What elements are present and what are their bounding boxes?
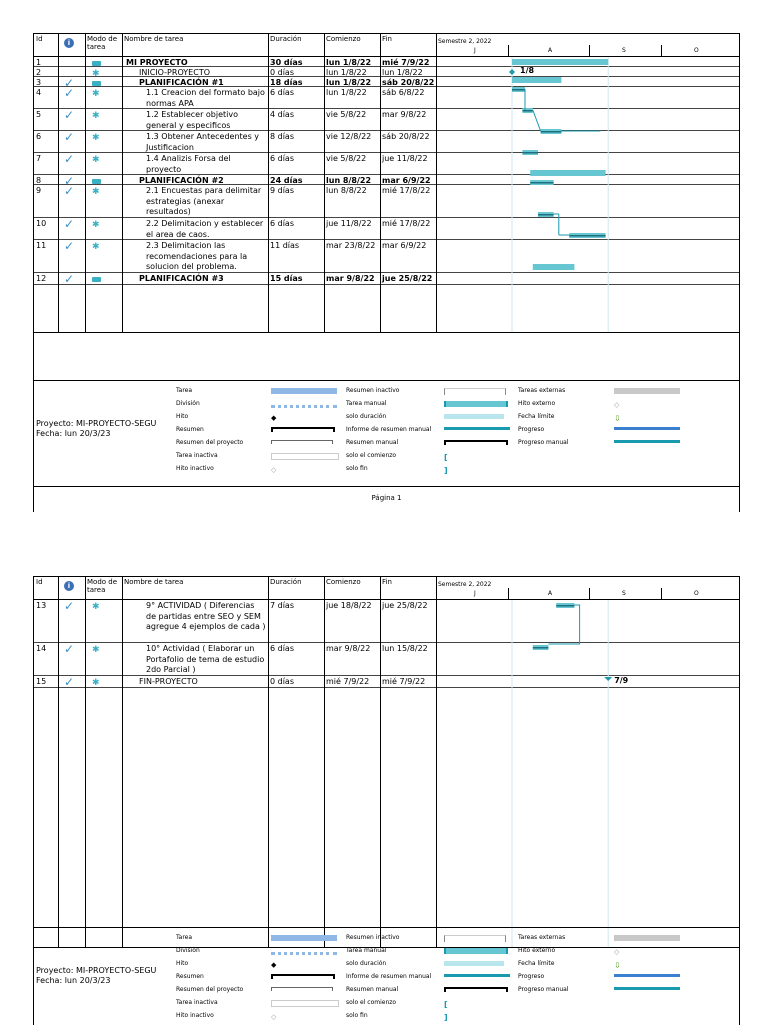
project-date: Fecha: lun 20/3/23	[36, 976, 111, 985]
legend-symbol	[614, 987, 680, 990]
milestone-icon	[604, 677, 612, 681]
task-start: vie 5/8/22	[326, 154, 367, 163]
check-icon: ✓	[64, 174, 75, 188]
legend-label: Tarea	[176, 387, 193, 394]
legend-label: Tareas externas	[518, 387, 566, 394]
task-start: mar 9/8/22	[326, 644, 371, 653]
check-icon: ✓	[64, 108, 75, 122]
task-end: mar 6/9/22	[382, 241, 427, 250]
legend-label: solo el comienzo	[346, 452, 397, 459]
task-id: 15	[36, 677, 47, 686]
milestone-icon	[509, 69, 515, 75]
task-duration: 30 días	[270, 58, 303, 67]
check-icon: ✓	[64, 675, 75, 689]
diamond-icon: ◇	[614, 401, 620, 409]
legend-symbol	[444, 974, 510, 977]
task-start: lun 8/8/22	[326, 186, 367, 195]
summary-bar	[512, 77, 561, 83]
legend-symbol	[271, 388, 337, 394]
legend-symbol	[271, 453, 339, 460]
diamond-icon: ◆	[271, 961, 277, 969]
task-duration: 7 días	[270, 601, 295, 610]
check-icon: ✓	[64, 217, 75, 231]
task-end: mié 17/8/22	[382, 186, 431, 195]
diamond-icon: ◆	[271, 414, 277, 422]
project-info	[36, 419, 156, 439]
legend-label: Resumen	[176, 426, 204, 433]
table-header-2	[34, 577, 739, 600]
legend-symbol	[444, 987, 508, 992]
task-id: 4	[36, 88, 42, 97]
task-name: 2.1 Encuestas para delimitar estrategias (anexar resultados)	[146, 186, 262, 216]
legend-label: Hito externo	[518, 947, 556, 954]
legend-label: solo el comienzo	[346, 999, 397, 1006]
task-id: 5	[36, 110, 42, 119]
task-name: 1.1 Creacion del formato bajo normas APA	[146, 88, 265, 108]
legend-label: Resumen manual	[346, 986, 399, 993]
legend-label: Resumen inactivo	[346, 387, 400, 394]
legend-label: Tareas externas	[518, 934, 566, 941]
legend-symbol	[614, 440, 680, 443]
col-name: Nombre de tarea	[124, 35, 184, 43]
task-name: 9° ACTIVIDAD ( Diferencias de partidas entre SEO y SEM agregue 4 ejemplos de cada )	[146, 601, 266, 631]
col-mode: Modo de tarea	[87, 35, 118, 51]
legend-symbol	[614, 388, 680, 394]
legend-symbol	[444, 401, 508, 407]
project-date: Fecha: lun 20/3/23	[36, 429, 111, 438]
task-end: jue 25/8/22	[382, 274, 433, 283]
task-id: 7	[36, 154, 42, 163]
legend-label: Hito inactivo	[176, 465, 214, 472]
legend-label: solo duración	[346, 960, 387, 967]
info-icon: i	[64, 581, 74, 591]
task-start: mar 9/8/22	[326, 274, 375, 283]
check-icon: ✓	[64, 599, 75, 613]
end-bracket-icon: ]	[444, 1013, 448, 1022]
task-start: lun 1/8/22	[326, 58, 372, 67]
task-duration: 4 días	[270, 110, 295, 119]
legend-symbol	[614, 427, 680, 430]
start-bracket-icon: [	[444, 453, 448, 462]
legend-label: Informe de resumen manual	[346, 973, 432, 980]
legend-symbol	[444, 948, 508, 954]
manual-pin-icon: ✱	[92, 602, 100, 612]
gantt-page-2	[33, 576, 740, 1025]
progress-bar	[541, 131, 562, 133]
legend-label: Resumen del proyecto	[176, 986, 244, 993]
task-end: jue 25/8/22	[382, 601, 428, 610]
legend-symbol	[271, 948, 337, 955]
task-start: lun 1/8/22	[326, 78, 372, 87]
task-duration: 6 días	[270, 644, 295, 653]
legend-label: Informe de resumen manual	[346, 426, 432, 433]
legend-label: Resumen del proyecto	[176, 439, 244, 446]
timescale-top: Semestre 2, 2022	[438, 38, 492, 45]
connector-line	[548, 605, 579, 644]
task-name: FIN-PROYECTO	[139, 677, 198, 686]
task-end: sáb 6/8/22	[382, 88, 425, 97]
legend-symbol	[444, 961, 504, 966]
task-name: 1.3 Obtener Antecedentes y Justificacion	[146, 132, 260, 152]
task-name: 1.4 Analizis Forsa del proyecto	[146, 154, 231, 174]
legend-symbol	[271, 987, 333, 991]
manual-pin-icon: ✱	[92, 220, 100, 230]
month-o: O	[694, 47, 699, 54]
legend-label: División	[176, 947, 200, 954]
check-icon: ✓	[64, 130, 75, 144]
legend-label: solo fin	[346, 465, 368, 472]
legend-label: Tarea inactiva	[176, 999, 218, 1006]
legend-label: Fecha límite	[518, 413, 555, 420]
check-icon: ✓	[64, 642, 75, 656]
task-end: mar 6/9/22	[382, 176, 431, 185]
summary-bar	[533, 264, 575, 270]
task-id: 11	[36, 241, 47, 250]
progress-bar	[569, 235, 605, 237]
task-end: sáb 20/8/22	[382, 78, 435, 87]
task-end: lun 15/8/22	[382, 644, 428, 653]
task-start: jue 11/8/22	[326, 219, 372, 228]
task-end: lun 1/8/22	[382, 68, 423, 77]
month-s: S	[622, 47, 626, 54]
check-icon: ✓	[64, 272, 75, 286]
task-start: mié 7/9/22	[326, 677, 370, 686]
task-name: 10° Actividad ( Elaborar un Portafolio de tema de estudio 2do Parcial )	[146, 644, 265, 674]
col-end: Fin	[382, 35, 392, 43]
legend-label: Hito inactivo	[176, 1012, 214, 1019]
manual-pin-icon: ✱	[92, 678, 100, 688]
progress-bar	[522, 110, 532, 112]
table-header	[34, 34, 739, 57]
month-o: O	[694, 590, 699, 597]
legend-label: Progreso	[518, 426, 545, 433]
task-duration: 6 días	[270, 154, 295, 163]
manual-pin-icon: ✱	[92, 69, 100, 79]
task-name: PLANIFICACIÓN #1	[139, 78, 224, 87]
task-duration: 24 días	[270, 176, 303, 185]
legend-label: Tarea inactiva	[176, 452, 218, 459]
legend-symbol	[271, 401, 337, 408]
summary-bar	[512, 59, 608, 65]
legend-label: Tarea manual	[346, 947, 387, 954]
task-id: 3	[36, 78, 42, 87]
task-end: mié 7/9/22	[382, 58, 430, 67]
month-s: S	[622, 590, 626, 597]
progress-bar	[556, 605, 574, 607]
project-info-2	[36, 966, 156, 986]
summary-bar	[530, 170, 605, 176]
manual-pin-icon: ✱	[92, 89, 100, 99]
task-id: 6	[36, 132, 42, 141]
task-end: jue 11/8/22	[382, 154, 428, 163]
legend-label: División	[176, 400, 200, 407]
task-id: 8	[36, 176, 42, 185]
task-id: 9	[36, 186, 42, 195]
task-start: lun 1/8/22	[326, 68, 367, 77]
task-start: mar 23/8/22	[326, 241, 376, 250]
progress-bar	[538, 214, 554, 216]
auto-schedule-icon	[92, 275, 101, 286]
task-id: 12	[36, 274, 47, 283]
task-name: MI PROYECTO	[126, 58, 188, 67]
legend-symbol	[444, 427, 510, 430]
progress-bar	[522, 152, 538, 154]
manual-pin-icon: ✱	[92, 242, 100, 252]
page-number: Página 1	[371, 494, 402, 502]
legend	[34, 380, 739, 487]
month-a: A	[548, 47, 553, 54]
task-duration: 9 días	[270, 186, 295, 195]
diamond-icon: ◇	[614, 948, 620, 956]
legend-label: solo duración	[346, 413, 387, 420]
col-id: Id	[36, 35, 43, 43]
legend-symbol	[444, 440, 508, 445]
start-bracket-icon: [	[444, 1000, 448, 1009]
manual-pin-icon: ✱	[92, 187, 100, 197]
check-icon: ✓	[64, 239, 75, 253]
project-name: Proyecto: MI-PROYECTO-SEGU	[36, 966, 157, 975]
page-footer	[34, 486, 739, 512]
task-start: jue 18/8/22	[326, 601, 372, 610]
col-mode: Modo de tarea	[87, 578, 118, 594]
legend-label: solo fin	[346, 1012, 368, 1019]
task-duration: 11 días	[270, 241, 300, 250]
legend-label: Progreso manual	[518, 986, 569, 993]
legend-label: Hito	[176, 413, 189, 420]
task-start: vie 5/8/22	[326, 110, 367, 119]
task-name: 1.2 Establecer objetivo general y especificos	[146, 110, 239, 130]
deadline-arrow-icon: ⇩	[614, 414, 621, 423]
task-end: mié 7/9/22	[382, 677, 426, 686]
manual-pin-icon: ✱	[92, 645, 100, 655]
task-id: 14	[36, 644, 47, 653]
task-duration: 6 días	[270, 88, 295, 97]
task-id: 2	[36, 68, 42, 77]
legend-symbol	[271, 974, 335, 979]
task-end: sáb 20/8/22	[382, 132, 430, 141]
task-table	[34, 34, 739, 333]
task-end: mar 9/8/22	[382, 110, 427, 119]
info-icon: i	[64, 38, 74, 48]
task-name: 2.2 Delimitacion y establecer el area de caos.	[146, 219, 264, 239]
task-name: PLANIFICACIÓN #3	[139, 274, 224, 283]
milestone-label: 7/9	[614, 676, 629, 685]
task-duration: 8 días	[270, 132, 295, 141]
legend-symbol	[271, 935, 337, 941]
legend-label: Hito	[176, 960, 189, 967]
task-duration: 6 días	[270, 219, 295, 228]
legend-symbol	[444, 935, 506, 942]
legend-symbol	[271, 427, 335, 432]
col-id: Id	[36, 578, 43, 586]
legend-label: Progreso manual	[518, 439, 569, 446]
legend-label: Progreso	[518, 973, 545, 980]
progress-bar	[512, 89, 525, 91]
progress-bar	[530, 182, 553, 184]
legend-symbol	[444, 414, 504, 419]
legend-symbol	[614, 935, 680, 941]
progress-bar	[533, 647, 549, 649]
task-start: lun 1/8/22	[326, 88, 367, 97]
col-start: Comienzo	[326, 578, 361, 586]
check-icon: ✓	[64, 184, 75, 198]
task-duration: 0 días	[270, 677, 295, 686]
task-table-2	[34, 577, 739, 948]
gantt-chart-2	[437, 600, 739, 947]
task-start: vie 12/8/22	[326, 132, 372, 141]
legend-label: Tarea	[176, 934, 193, 941]
col-start: Comienzo	[326, 35, 361, 43]
legend-symbol	[271, 440, 333, 444]
legend-symbol	[271, 1000, 339, 1007]
legend-label: Hito externo	[518, 400, 556, 407]
legend-label: Fecha límite	[518, 960, 555, 967]
col-duration: Duración	[270, 35, 302, 43]
gantt-page-1	[33, 33, 740, 512]
check-icon: ✓	[64, 76, 75, 90]
gantt-chart	[437, 57, 739, 332]
legend-label: Resumen	[176, 973, 204, 980]
legend-label: Resumen inactivo	[346, 934, 400, 941]
task-id: 10	[36, 219, 47, 228]
check-icon: ✓	[64, 86, 75, 100]
legend-2	[34, 927, 739, 1026]
project-name: Proyecto: MI-PROYECTO-SEGU	[36, 419, 157, 428]
diamond-icon: ◇	[271, 466, 277, 474]
task-id: 1	[36, 58, 42, 67]
task-duration: 0 días	[270, 68, 295, 77]
task-duration: 15 días	[270, 274, 303, 283]
task-start: lun 8/8/22	[326, 176, 372, 185]
manual-pin-icon: ✱	[92, 155, 100, 165]
milestone-label: 1/8	[520, 66, 535, 75]
col-name: Nombre de tarea	[124, 578, 184, 586]
task-name: INICIO-PROYECTO	[139, 68, 211, 77]
task-id: 13	[36, 601, 47, 610]
end-bracket-icon: ]	[444, 466, 448, 475]
connector-line	[533, 110, 541, 131]
month-j: J	[474, 47, 476, 54]
month-a: A	[548, 590, 553, 597]
check-icon: ✓	[64, 152, 75, 166]
col-duration: Duración	[270, 578, 302, 586]
deadline-arrow-icon: ⇩	[614, 961, 621, 970]
timescale-top: Semestre 2, 2022	[438, 581, 492, 588]
task-duration: 18 días	[270, 78, 303, 87]
legend-symbol	[614, 974, 680, 977]
task-name: 2.3 Delimitacion las recomendaciones para la solucion del problema.	[146, 241, 248, 271]
col-end: Fin	[382, 578, 392, 586]
manual-pin-icon: ✱	[92, 111, 100, 121]
task-name: PLANIFICACIÓN #2	[139, 176, 224, 185]
manual-pin-icon: ✱	[92, 133, 100, 143]
legend-label: Tarea manual	[346, 400, 387, 407]
task-end: mié 17/8/22	[382, 219, 431, 228]
legend-label: Resumen manual	[346, 439, 399, 446]
diamond-icon: ◇	[271, 1013, 277, 1021]
legend-symbol	[444, 388, 506, 395]
month-j: J	[474, 590, 476, 597]
